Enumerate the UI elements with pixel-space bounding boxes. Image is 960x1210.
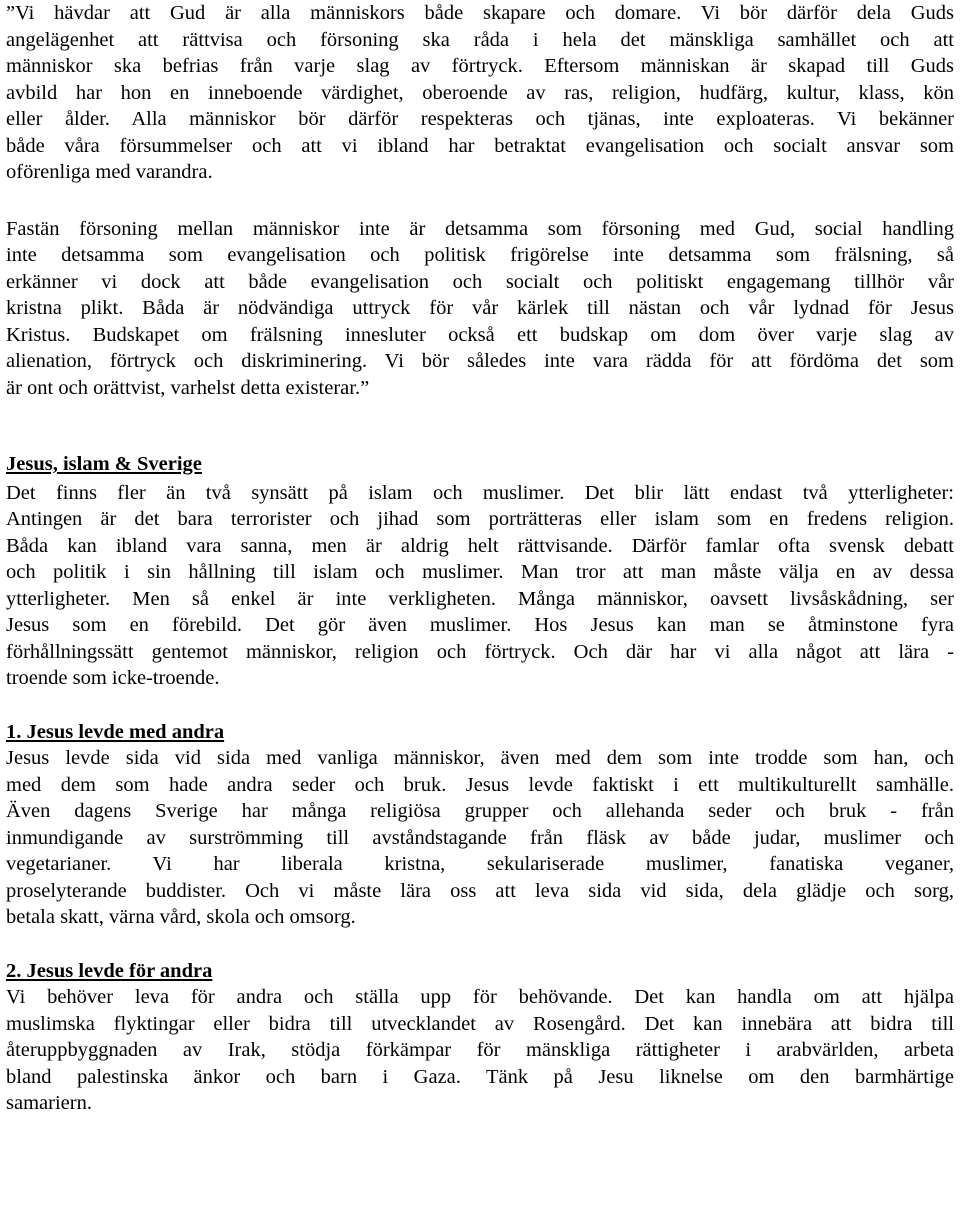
text-line: både våra försummelser och att vi ibland har betraktat evangelisation och socialt ansvar som <box>6 134 954 157</box>
text-line: ”Vi hävdar att Gud är alla människors både skapare och domare. Vi bör därför dela Guds <box>6 2 954 24</box>
text-line: oförenliga med varandra. <box>6 161 213 183</box>
text-line: Antingen är det bara terrorister och jihad som porträtteras eller islam som en fredens religion. <box>6 508 954 530</box>
paragraph-intro <box>6 480 954 692</box>
text-line: betala skatt, värna vård, skola och omsorg. <box>6 906 356 928</box>
paragraph-lived-for-others <box>6 984 954 1117</box>
text-line: återuppbyggnaden av Irak, stödja förkämpar för mänskliga rättigheter i arabvärlden, arbeta <box>6 1039 954 1061</box>
text-line: inte detsamma som evangelisation och politisk frigörelse inte detsamma som frälsning, så <box>6 244 954 266</box>
text-line: Båda kan ibland vara sanna, men är aldrig helt rättvisande. Därför famlar ofta svensk debatt <box>6 534 954 557</box>
text-line: erkänner vi dock att både evangelisation och socialt och politiskt engagemang tillhör vår <box>6 270 954 293</box>
text-line: och politik i sin hållning till islam och muslimer. Man tror att man måste välja en av dessa <box>6 561 954 583</box>
text-line: Jesus som en förebild. Det gör även muslimer. Hos Jesus kan man se åtminstone fyra <box>6 614 954 636</box>
text-line: alienation, förtryck och diskriminering. Vi bör således inte vara rädda för att fördöma det som <box>6 350 954 372</box>
text-line: förhållningssätt gentemot människor, religion och förtryck. Och där har vi alla något att lära - <box>6 640 954 663</box>
text-line: samariern. <box>6 1092 92 1114</box>
heading-jesus-lived-with-others: 1. Jesus levde med andra <box>6 720 225 743</box>
text-line: Fastän försoning mellan människor inte är detsamma som försoning med Gud, social handling <box>6 217 954 240</box>
text-line: eller ålder. Alla människor bör därför respekteras och tjänas, inte exploateras. Vi bekänner <box>6 108 954 130</box>
paragraph-declaration <box>6 0 954 186</box>
text-line: kristna plikt. Båda är nödvändiga uttryck för vår kärlek till nästan och vår lydnad för Jesus <box>6 297 954 319</box>
text-line: Jesus levde sida vid sida med vanliga människor, även med dem som inte trodde som han, och <box>6 747 954 769</box>
text-line: Vi behöver leva för andra och ställa upp för behövande. Det kan handla om att hjälpa <box>6 986 954 1008</box>
paragraph-gap <box>6 186 954 216</box>
text-line: avbild har hon en inneboende värdighet, oberoende av ras, religion, hudfärg, kultur, klass, kön <box>6 81 954 104</box>
text-line: ytterligheter. Men så enkel är inte verkligheten. Många människor, oavsett livsåskådning, ser <box>6 587 954 610</box>
text-line: Kristus. Budskapet om frälsning innesluter också ett budskap om dom över varje slag av <box>6 323 954 346</box>
section-gap <box>6 692 954 719</box>
text-line: människor ska befrias från varje slag av förtryck. Eftersom människan är skapad till Guds <box>6 55 954 77</box>
text-line: är ont och orättvist, varhelst detta existerar.” <box>6 376 370 399</box>
text-line: proselyterande buddister. Och vi måste lära oss att leva sida vid sida, dela glädje och sorg, <box>6 879 954 902</box>
text-line: inmundigande av surströmming till avståndstagande från fläsk av både judar, muslimer och <box>6 826 954 849</box>
text-line: muslimska flyktingar eller bidra till utvecklandet av Rosengård. Det kan innebära att bidra till <box>6 1012 954 1035</box>
text-line: med dem som hade andra seder och bruk. Jesus levde faktiskt i ett multikulturellt samhälle. <box>6 773 954 796</box>
document-page <box>6 0 954 1117</box>
section-gap <box>6 931 954 958</box>
text-line: Även dagens Sverige har många religiösa grupper och allehanda seder och bruk - från <box>6 800 954 822</box>
text-line: angelägenhet att rättvisa och försoning ska råda i hela det mänskliga samhället och att <box>6 28 954 51</box>
paragraph-reconciliation <box>6 216 954 402</box>
heading-jesus-lived-for-others: 2. Jesus levde för andra <box>6 959 213 982</box>
text-line: vegetarianer. Vi har liberala kristna, sekulariserade muslimer, fanatiska veganer, <box>6 853 954 875</box>
section-gap <box>6 401 954 451</box>
section-heading: Jesus, islam & Sverige <box>6 453 202 475</box>
text-line: bland palestinska änkor och barn i Gaza. Tänk på Jesu liknelse om den barmhärtige <box>6 1065 954 1088</box>
paragraph-lived-with-others <box>6 745 954 931</box>
text-line: troende som icke-troende. <box>6 667 220 689</box>
text-line: Det finns fler än två synsätt på islam och muslimer. Det blir lätt endast två ytterligheter: <box>6 481 954 504</box>
